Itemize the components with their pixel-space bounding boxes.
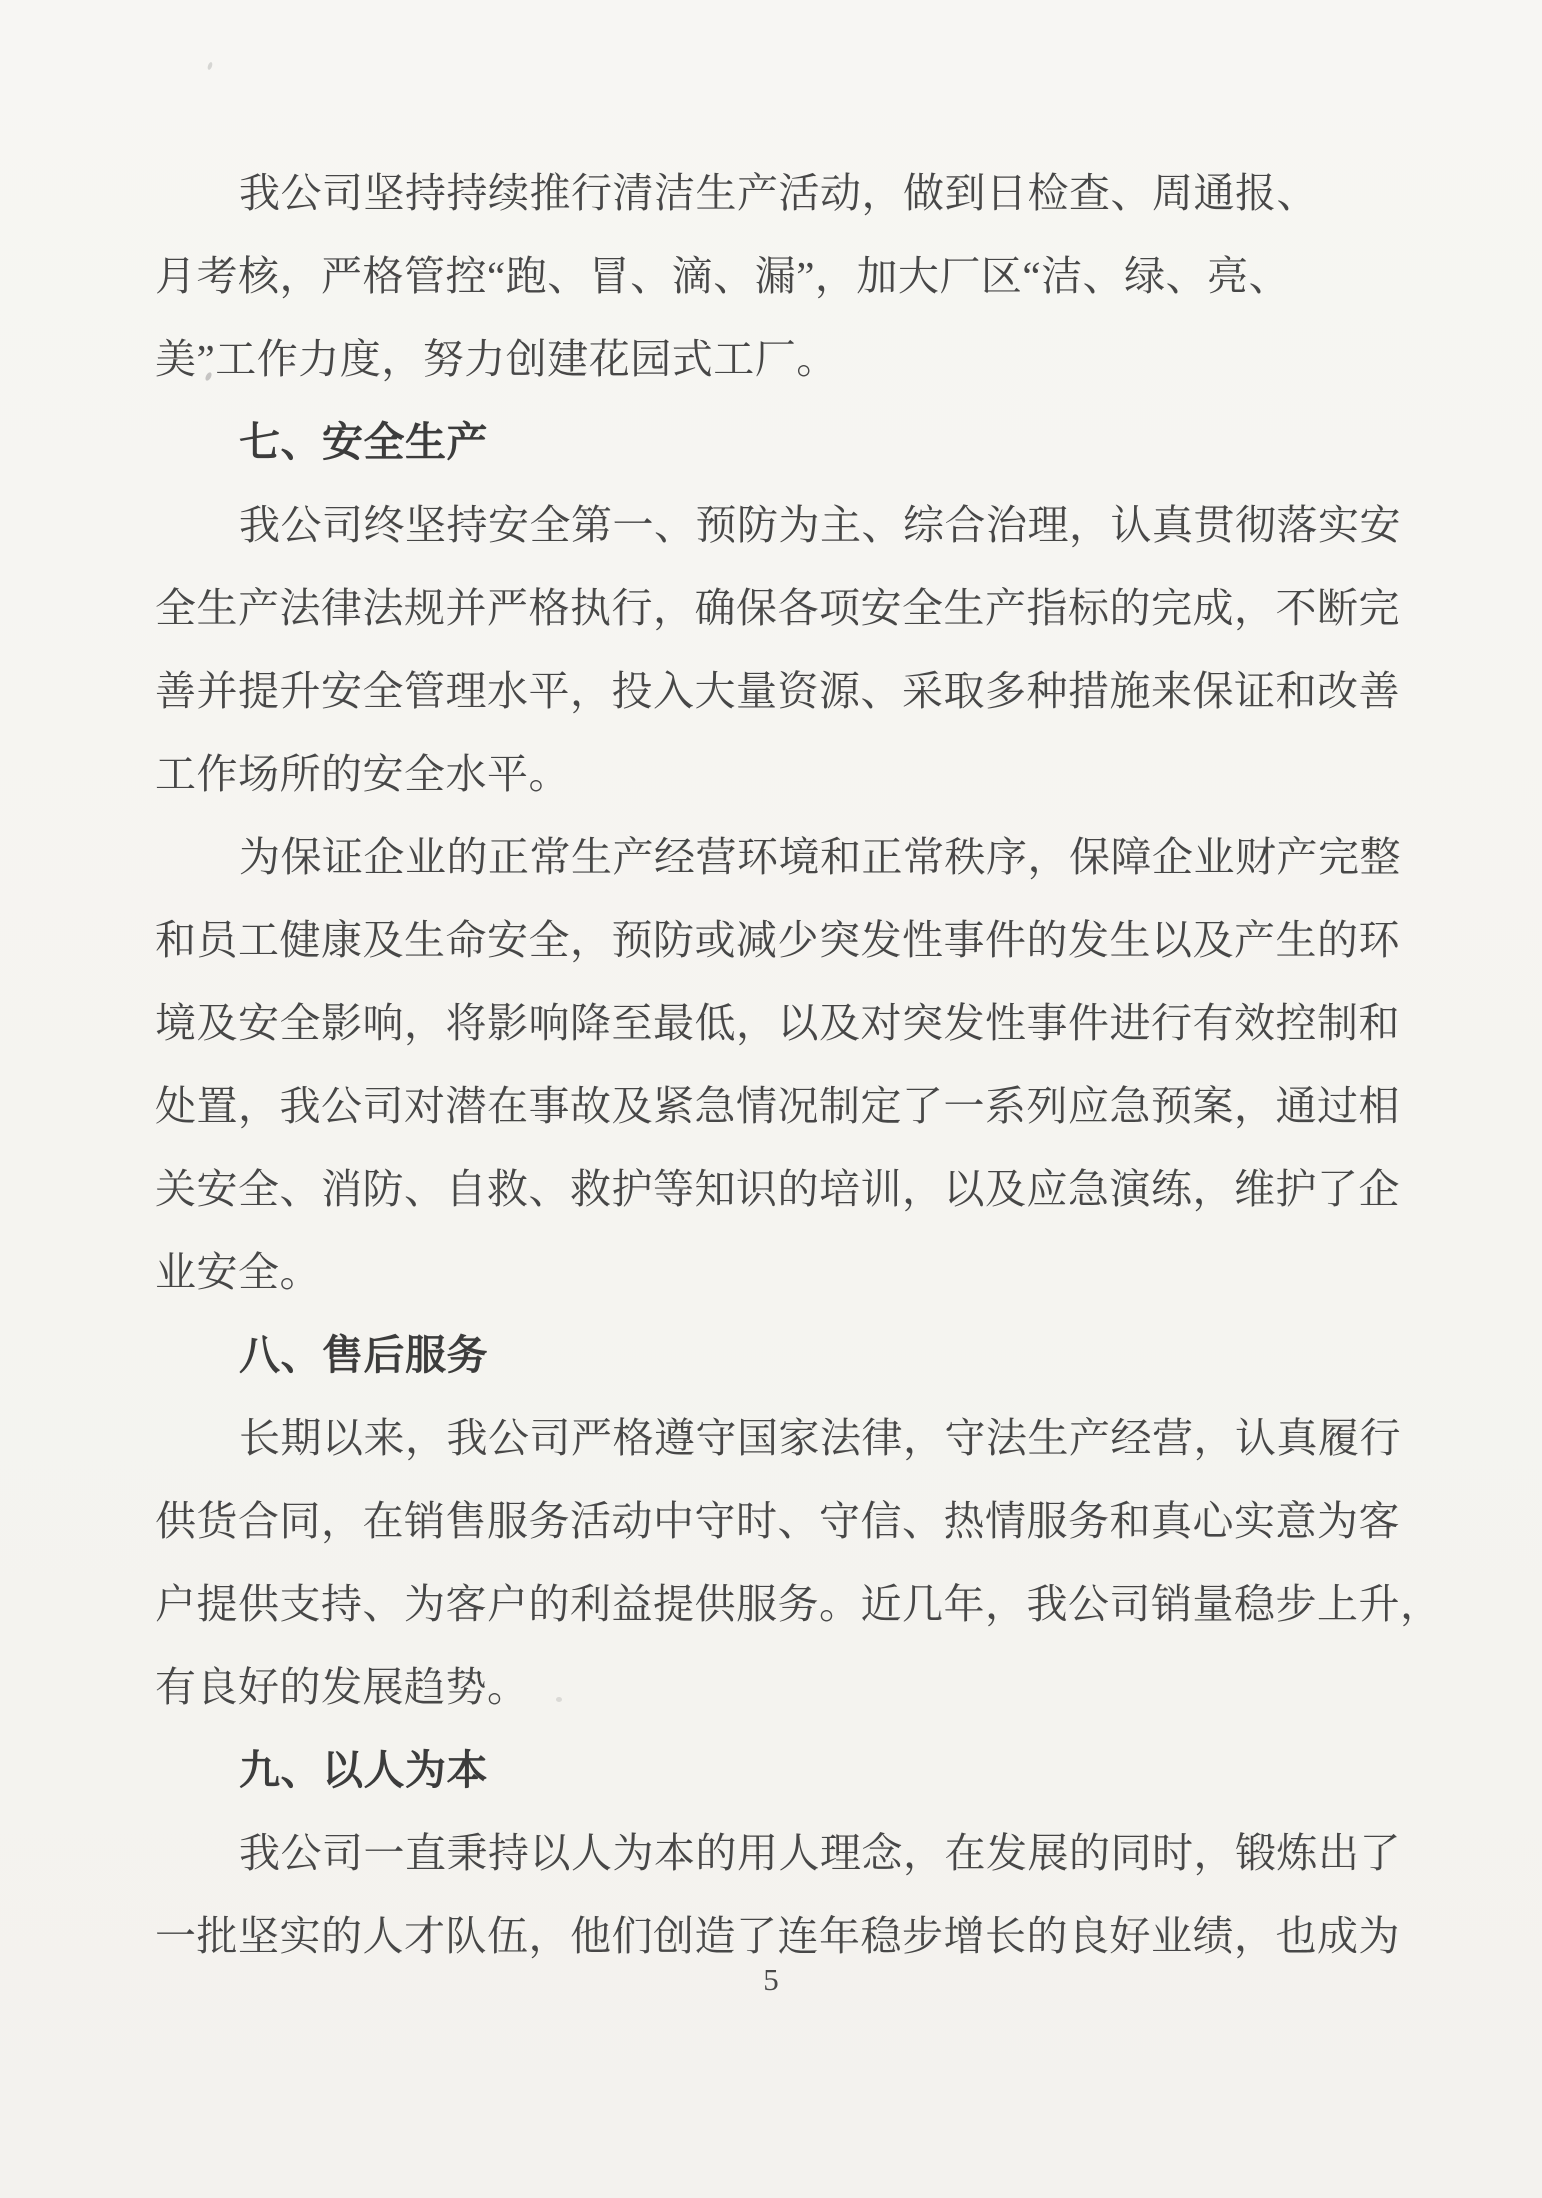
text-line: 户提供支持、为客户的利益提供服务。近几年，我公司销量稳步上升， <box>155 1581 1442 1627</box>
text-line: 有良好的发展趋势。 <box>155 1664 529 1710</box>
scan-speck <box>207 62 213 71</box>
text-line: 一批坚实的人才队伍，他们创造了连年稳步增长的良好业绩，也成为 <box>155 1913 1400 1959</box>
text-line: 美”工作力度，努力创建花园式工厂。 <box>155 336 838 382</box>
text-line: 处置，我公司对潜在事故及紧急情况制定了一系列应急预案，通过相 <box>155 1083 1400 1129</box>
document-body <box>155 152 1442 1978</box>
text-line: 业安全。 <box>155 1249 321 1295</box>
section-heading: 八、售后服务 <box>239 1332 488 1378</box>
text-line: 工作场所的安全水平。 <box>155 751 570 797</box>
section-heading: 七、安全生产 <box>239 419 488 465</box>
text-line: 和员工健康及生命安全，预防或减少突发性事件的发生以及产生的环 <box>155 917 1400 963</box>
text-line: 长期以来，我公司严格遵守国家法律，守法生产经营，认真履行 <box>239 1415 1401 1461</box>
text-line: 供货合同，在销售服务活动中守时、守信、热情服务和真心实意为客 <box>155 1498 1400 1544</box>
text-line: 全生产法律法规并严格执行，确保各项安全生产指标的完成，不断完 <box>155 585 1400 631</box>
text-line: 我公司一直秉持以人为本的用人理念，在发展的同时，锻炼出了 <box>239 1830 1401 1876</box>
text-line: 我公司终坚持安全第一、预防为主、综合治理，认真贯彻落实安 <box>239 502 1401 548</box>
page-number: 5 <box>763 1962 779 1997</box>
text-line: 关安全、消防、自救、救护等知识的培训，以及应急演练，维护了企 <box>155 1166 1400 1212</box>
text-line: 善并提升安全管理水平，投入大量资源、采取多种措施来保证和改善 <box>155 668 1400 714</box>
text-line: 境及安全影响，将影响降至最低，以及对突发性事件进行有效控制和 <box>155 1000 1400 1046</box>
section-heading: 九、以人为本 <box>239 1747 488 1793</box>
text-line: 为保证企业的正常生产经营环境和正常秩序，保障企业财产完整 <box>239 834 1401 880</box>
text-line: 月考核，严格管控“跑、冒、滴、漏”，加大厂区“洁、绿、亮、 <box>155 253 1291 299</box>
text-line: 我公司坚持持续推行清洁生产活动，做到日检查、周通报、 <box>239 170 1318 216</box>
